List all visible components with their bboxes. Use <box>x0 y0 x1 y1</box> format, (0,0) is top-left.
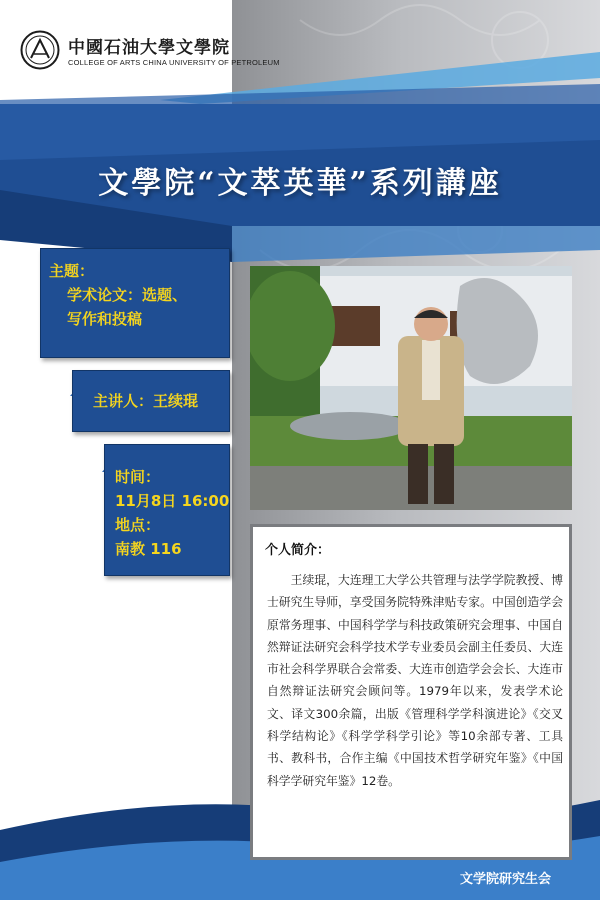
bio-panel <box>250 524 572 860</box>
time-label: 时间： <box>115 468 161 486</box>
speaker-name: 主讲人：王续琨 <box>93 392 199 410</box>
topic-label: 主题： <box>49 262 95 280</box>
lecture-series-title: 文學院“文萃英華”系列講座 <box>98 166 502 201</box>
speaker-tab <box>72 370 230 432</box>
bio-paragraph: 王续琨，大连理工大学公共管理与法学学院教授、博士研究生导师，享受国务院特殊津贴专家。中国创造学会原常务理事、中国科学学与科技政策研究会理事、中国自然辩证法研究会科学技术学专业委员会副主任委员、大连市社会科学界联合会常委、大连市创造学会会长、大连市自然辩证法研究会顾问等。1979年以来，发表学术论文、译文300余篇，出版《管理科学学科演进论》《交叉科学结构论》《科学学科学引论》等10余部专著、工具书、教科书，合作主编《中国技术哲学研究年鉴》《中国科学学研究年鉴》12卷。 <box>267 573 563 788</box>
lower-light-ribbon <box>232 226 600 262</box>
garden-portrait-illustration <box>250 266 572 510</box>
topic-line-2: 写作和投稿 <box>67 310 143 328</box>
university-name-cn: 中國石油大學文學院 <box>68 38 230 58</box>
university-name-en: COLLEGE OF ARTS CHINA UNIVERSITY OF PETROLEUM <box>68 58 280 67</box>
speaker-photo <box>250 266 572 510</box>
topic-tab <box>40 248 230 358</box>
university-seal-icon <box>20 30 60 70</box>
bio-heading: 个人简介： <box>265 543 331 558</box>
place-label: 地点： <box>115 516 161 534</box>
organizer-footer: 文学院研究生会 <box>460 872 552 887</box>
topic-line-1: 学术论文：选题、 <box>67 286 188 304</box>
university-logo <box>20 30 280 78</box>
schedule-tab <box>104 444 230 576</box>
time-value: 11月8日 16:00 <box>115 492 230 510</box>
place-value: 南教 116 <box>115 540 182 558</box>
